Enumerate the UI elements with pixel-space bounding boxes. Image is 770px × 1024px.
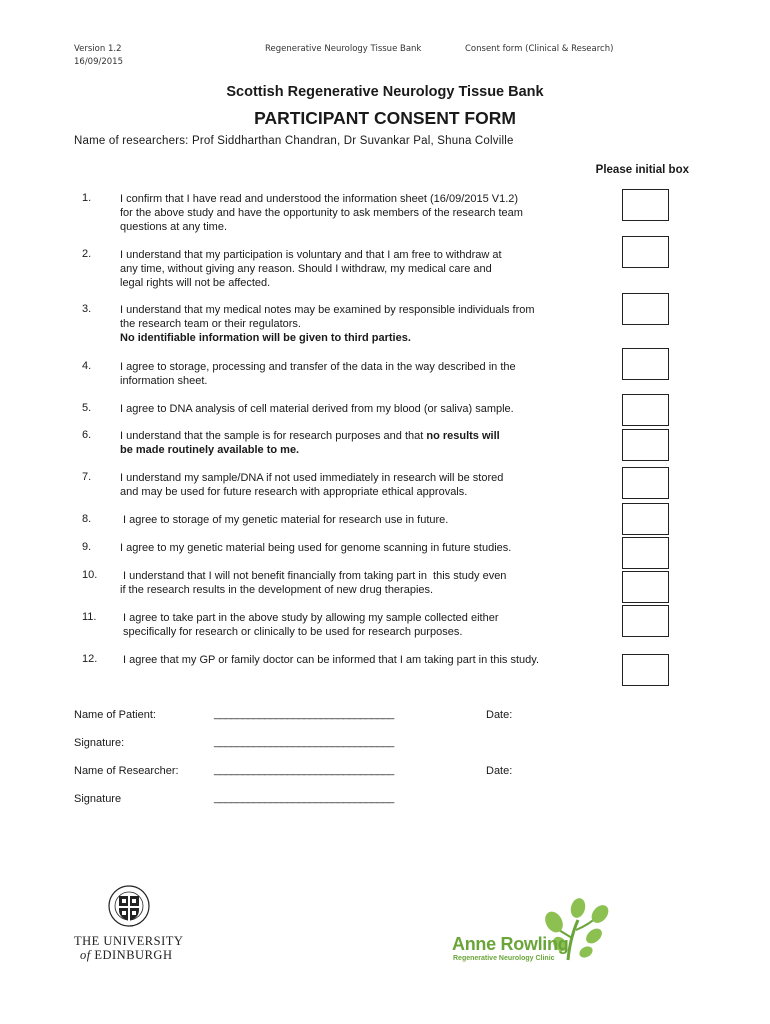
item-number: 4. — [82, 360, 92, 372]
researcher-signature-label: Signature — [74, 793, 122, 805]
item-line-bold: be made routinely available to me. — [120, 444, 300, 456]
item-text — [120, 360, 610, 388]
item-line: I understand that I will not benefit financially from taking part in this study even — [120, 570, 507, 582]
edinburgh-line2 — [80, 948, 172, 963]
item-line: if the research results in the development of new drug therapies. — [120, 584, 434, 596]
item-line: specifically for research or clinically to be used for research purposes. — [120, 626, 463, 638]
item-line: I agree that my GP or family doctor can be informed that I am taking part in this study. — [120, 654, 540, 666]
initial-box-4[interactable] — [622, 348, 669, 380]
item-text — [120, 513, 610, 527]
item-line: for the above study and have the opportunity to ask members of the research team — [120, 207, 523, 219]
item-line: any time, without giving any reason. Should I withdraw, my medical care and — [120, 263, 492, 275]
item-line: information sheet. — [120, 375, 208, 387]
item-line: I agree to my genetic material being used for genome scanning in future studies. — [120, 542, 512, 554]
item-line: I confirm that I have read and understood the information sheet (16/09/2015 V1.2) — [120, 193, 519, 205]
researcher-name-field[interactable]: ________________________________ — [214, 764, 394, 776]
initial-box-7[interactable] — [622, 467, 669, 499]
item-line: I agree to storage of my genetic material for research use in future. — [120, 514, 449, 526]
item-number: 8. — [82, 513, 92, 525]
initial-box-label: Please initial box — [595, 164, 689, 176]
version-label: Version 1.2 — [74, 44, 122, 54]
item-line: I agree to storage, processing and transfer of the data in the way described in the — [120, 361, 516, 373]
item-number: 10. — [82, 569, 98, 581]
patient-date-label: Date: — [486, 709, 513, 721]
item-text — [120, 611, 610, 639]
initial-box-10[interactable] — [622, 571, 669, 603]
item-number: 6. — [82, 429, 92, 441]
item-number: 12. — [82, 653, 98, 665]
researcher-signature-field[interactable]: ________________________________ — [214, 792, 394, 804]
initial-box-3[interactable] — [622, 293, 669, 325]
item-line: the research team or their regulators. — [120, 318, 301, 330]
initial-box-8[interactable] — [622, 503, 669, 535]
clinic-name: Regenerative Neurology Clinic — [453, 955, 555, 962]
form-title: PARTICIPANT CONSENT FORM — [254, 108, 516, 128]
patient-signature-field[interactable]: ________________________________ — [214, 736, 394, 748]
item-line — [120, 429, 610, 443]
item-text — [120, 541, 610, 555]
item-text — [120, 402, 610, 416]
header-center: Regenerative Neurology Tissue Bank — [265, 44, 422, 54]
researchers-line: Name of researchers: Prof Siddharthan Chandran, Dr Suvankar Pal, Shuna Colville — [74, 135, 514, 147]
item-number: 3. — [82, 303, 92, 315]
initial-box-1[interactable] — [622, 189, 669, 221]
item-text — [120, 653, 620, 667]
item-number: 9. — [82, 541, 92, 553]
edinburgh-line1: THE UNIVERSITY — [74, 934, 184, 948]
edinburgh-name: EDINBURGH — [94, 948, 173, 962]
item-text — [120, 248, 610, 290]
initial-box-9[interactable] — [622, 537, 669, 569]
version-date: 16/09/2015 — [74, 57, 123, 67]
researcher-name-label: Name of Researcher: — [74, 765, 179, 777]
item-line: I understand that my medical notes may be examined by responsible individuals from — [120, 304, 535, 316]
item-line: I agree to DNA analysis of cell material derived from my blood (or saliva) sample. — [120, 403, 514, 415]
page-title: Scottish Regenerative Neurology Tissue Bank — [226, 84, 544, 100]
header-right: Consent form (Clinical & Research) — [465, 44, 614, 54]
patient-signature-label: Signature: — [74, 737, 125, 749]
item-line-bold: no results will — [426, 430, 500, 442]
initial-box-2[interactable] — [622, 236, 669, 268]
item-number: 7. — [82, 471, 92, 483]
initial-box-6[interactable] — [622, 429, 669, 461]
item-text — [120, 569, 610, 597]
initial-box-12[interactable] — [622, 654, 669, 686]
edinburgh-logo — [72, 884, 192, 974]
item-line: and may be used for future research with appropriate ethical approvals. — [120, 486, 468, 498]
initial-box-5[interactable] — [622, 394, 669, 426]
item-text — [120, 303, 610, 345]
item-text — [120, 471, 610, 499]
initial-box-11[interactable] — [622, 605, 669, 637]
item-text — [120, 429, 610, 457]
item-number: 2. — [82, 248, 92, 260]
item-number: 5. — [82, 402, 92, 414]
item-line: questions at any time. — [120, 221, 228, 233]
item-number: 1. — [82, 192, 92, 204]
anne-rowling-logo — [450, 898, 615, 968]
item-line: I agree to take part in the above study by allowing my sample collected either — [120, 612, 499, 624]
item-line: I understand my sample/DNA if not used immediately in research will be stored — [120, 472, 504, 484]
edinburgh-of: of — [80, 948, 91, 962]
item-number: 11. — [82, 611, 97, 623]
anne-rowling-name: Anne Rowling — [452, 934, 569, 954]
patient-name-label: Name of Patient: — [74, 709, 156, 721]
researcher-date-label: Date: — [486, 765, 513, 777]
item-line: legal rights will not be affected. — [120, 277, 271, 289]
item-text — [120, 192, 610, 234]
item-line-part: I understand that the sample is for research purposes and that — [120, 430, 427, 442]
patient-name-field[interactable]: ________________________________ — [214, 708, 394, 720]
item-line-bold: No identifiable information will be given to third parties. — [120, 332, 411, 344]
item-line: I understand that my participation is voluntary and that I am free to withdraw at — [120, 249, 502, 261]
